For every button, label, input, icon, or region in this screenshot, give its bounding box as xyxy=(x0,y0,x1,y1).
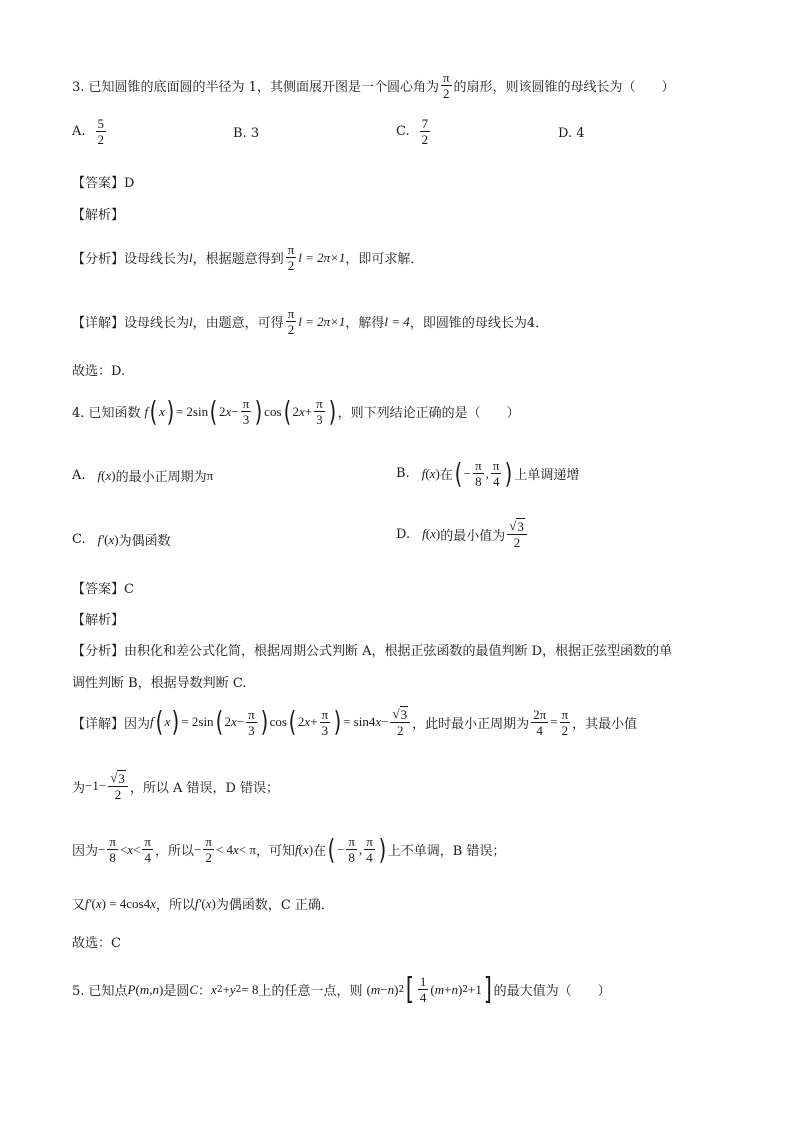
q4-option-b: B. f ( x ) 在 ( − $\frac{\pi}{8}$ , $\frac{\pi}{4}$ ) 上单调递增 xyxy=(396,456,580,490)
q4-yinwei: 因为 − $\frac{\pi}{8}$ < x < $\frac{\pi}{4}$ ，所以 − $\frac{\pi}{2}$ < 4 x < π ，可知 f ( x ) 在 ( − $\frac{\pi}{8}$ , $\frac{\pi}{4}$ ) 上不单调，B 错误； xyxy=(72,832,506,866)
q3-option-a: A. $\frac{5}{2}$ xyxy=(72,116,105,147)
q4-guxuan: 故选：C xyxy=(72,936,121,951)
q4-option-c: C. f′ ( x ) 为偶函数 xyxy=(72,531,171,549)
q4-stem: 4. 已知函数 f ( x ) = 2sin ( 2 x − $\frac{\pi}{3}$ ) cos ( 2 x + $\frac{\pi}{3}$ ) ，则下列结论正确的是（ ） xyxy=(72,394,520,428)
q3-xiangjie: 【详解】设母线长为 l ，由题意，可得 $\frac{\pi}{2}$ l = 2π×1 ，解得 l = 4 ，即圆锥的母线长为4． xyxy=(72,306,549,337)
q3-fenxi: 【分析】设母线长为 l ，根据题意得到 $\frac{\pi}{2}$ l = 2π×1 ，即可求解． xyxy=(72,242,424,273)
q3-stem xyxy=(72,70,675,101)
q4-xiangjie: 【详解】因为 f ( x ) = 2sin ( 2 x − $\frac{\pi}{3}$ ) cos ( 2 x + $\frac{\pi}{3}$ ) = sin4 x − √ 3 2 ，此时最小正周期为 $\frac{2\pi}{4}$ = $\frac{\pi}{2}$ ，其最小值 xyxy=(72,705,638,738)
q4-answer: 【答案】C xyxy=(72,582,134,597)
q4-jiexi-label: 【解析】 xyxy=(72,613,125,628)
q4-fenxi-line1: 【分析】由积化和差公式化简，根据周期公式判断 A，根据正弦函数的最值判断 D，根据正弦型函数的单 xyxy=(72,644,673,659)
q3-stem-text: 3. 已知圆锥的底面圆的半径为 1，其侧面展开图是一个圆心角为 xyxy=(72,80,439,95)
q3-answer: 【答案】D xyxy=(72,176,135,191)
q3-stem-fraction: $\frac{\pi}{2}$ xyxy=(442,70,450,101)
q4-derivative: 又 f′ ( x ) = 4cos4 x ，所以 f′ ( x ) 为偶函数，C 正确． xyxy=(72,895,334,913)
q3-option-b: B. 3 xyxy=(233,126,260,141)
q4-option-d: D. f ( x ) 的最小值为 √ 3 2 xyxy=(396,518,529,550)
q3-option-d: D. 4 xyxy=(558,126,585,141)
q3-guxuan: 故选：D. xyxy=(72,364,126,379)
q4-min-value: 为 −1− √ 3 2 ，所以 A 错误，D 错误； xyxy=(72,770,280,802)
q4-option-a: A. f ( x ) 的最小正周期为 π xyxy=(72,467,214,485)
q3-option-c: C. $\frac{7}{2}$ xyxy=(396,116,429,147)
q4-fenxi-line2: 调性判断 B，根据导数判断 C. xyxy=(72,676,247,691)
q3-stem-tail: 的扇形，则该圆锥的母线长为（ ） xyxy=(453,80,675,95)
q5-stem: 5. 已知点 P ( m , n ) 是圆 C ： x 2 + y 2 = 8 上的任意一点，则 ( m − n ) 2 [ $\frac{1}{4}$ ( m + n ) 2 +1 ] 的最大值为（ ） xyxy=(72,971,611,1007)
q3-jiexi-label: 【解析】 xyxy=(72,208,125,223)
